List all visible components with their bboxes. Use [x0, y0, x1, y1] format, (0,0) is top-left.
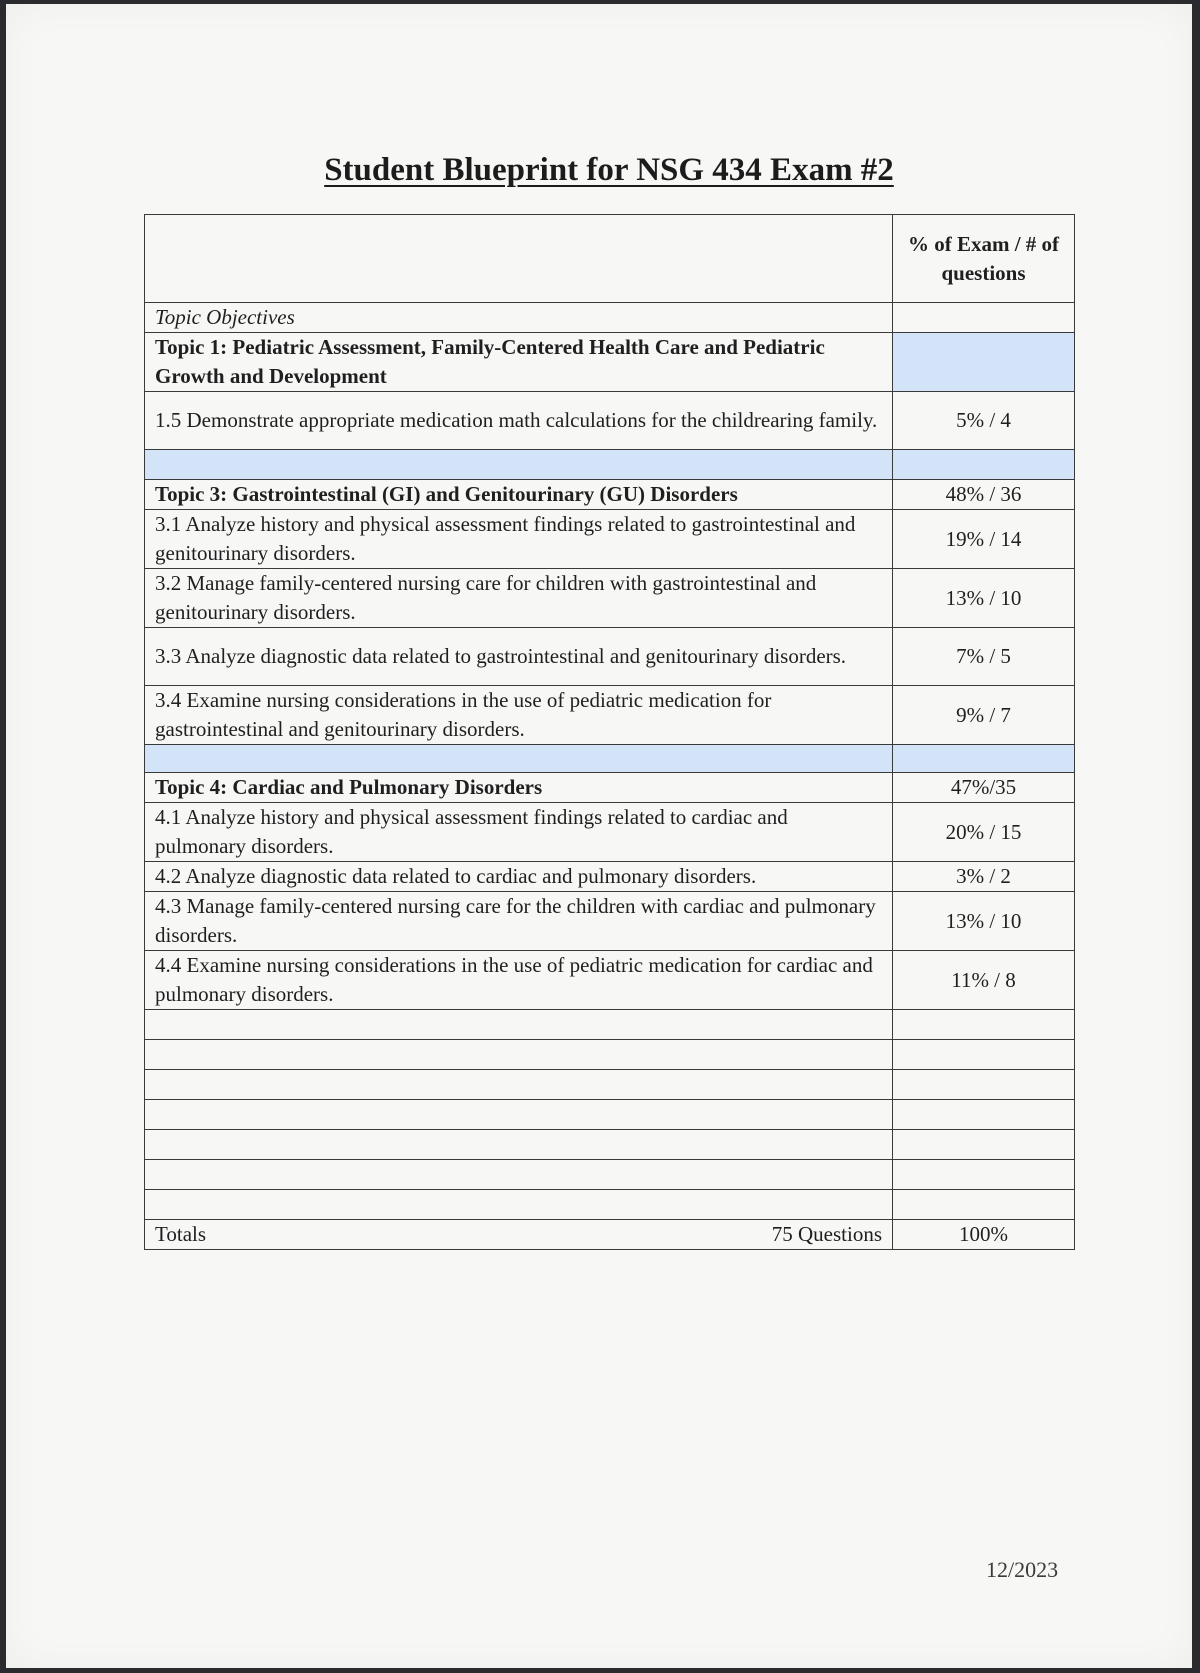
totals-questions: 75 Questions	[771, 1222, 882, 1246]
topic4-heading-row	[145, 773, 1075, 803]
empty-cell	[893, 1130, 1075, 1160]
totals-cell	[145, 1220, 893, 1250]
page-title: Student Blueprint for NSG 434 Exam #2	[324, 152, 894, 188]
objective-percent: 9% / 7	[893, 686, 1075, 745]
table-row	[145, 510, 1075, 569]
table-header-row	[145, 215, 1075, 303]
table-row	[145, 862, 1075, 892]
empty-table-row	[145, 1070, 1075, 1100]
table-row	[145, 686, 1075, 745]
footer-date: 12/2023	[986, 1557, 1059, 1582]
empty-cell	[145, 1070, 893, 1100]
empty-cell	[145, 1160, 893, 1190]
topic3-heading: Topic 3: Gastrointestinal (GI) and Genitourinary (GU) Disorders	[145, 480, 893, 510]
table-row	[145, 392, 1075, 450]
empty-cell	[145, 450, 893, 480]
header-percent-label: % of Exam / # of questions	[893, 215, 1075, 303]
topic4-percent: 47%/35	[893, 773, 1075, 803]
table-row	[145, 803, 1075, 862]
objective-percent: 13% / 10	[893, 892, 1075, 951]
objective-text: 1.5 Demonstrate appropriate medication math calculations for the childrearing family.	[145, 392, 893, 450]
empty-table-row	[145, 1040, 1075, 1070]
objective-text: 4.3 Manage family-centered nursing care for the children with cardiac and pulmonary disorders.	[145, 892, 893, 951]
empty-cell	[893, 1010, 1075, 1040]
separator-band-row	[145, 745, 1075, 773]
empty-cell	[893, 1070, 1075, 1100]
empty-cell	[893, 303, 1075, 333]
empty-cell	[893, 450, 1075, 480]
objective-percent: 3% / 2	[893, 862, 1075, 892]
header-blank-cell	[145, 215, 893, 303]
objective-text: 4.4 Examine nursing considerations in the use of pediatric medication for cardiac and pulmonary disorders.	[145, 951, 893, 1010]
separator-band-row	[145, 450, 1075, 480]
section-label-row	[145, 303, 1075, 333]
empty-cell	[893, 1190, 1075, 1220]
topic1-heading: Topic 1: Pediatric Assessment, Family-Centered Health Care and Pediatric Growth and Development	[145, 333, 893, 392]
empty-table-row	[145, 1190, 1075, 1220]
empty-cell	[145, 745, 893, 773]
document-page	[6, 4, 1192, 1668]
objective-percent: 7% / 5	[893, 628, 1075, 686]
blueprint-table	[144, 214, 1075, 1250]
table-row	[145, 628, 1075, 686]
objective-percent: 19% / 14	[893, 510, 1075, 569]
empty-table-row	[145, 1010, 1075, 1040]
empty-cell	[145, 1190, 893, 1220]
totals-percent: 100%	[893, 1220, 1075, 1250]
topic4-heading: Topic 4: Cardiac and Pulmonary Disorders	[145, 773, 893, 803]
objective-text: 3.4 Examine nursing considerations in the use of pediatric medication for gastrointestinal and genitourinary disorders.	[145, 686, 893, 745]
empty-cell	[145, 1100, 893, 1130]
empty-cell	[893, 1040, 1075, 1070]
table-row	[145, 892, 1075, 951]
empty-cell	[893, 1160, 1075, 1190]
empty-cell	[893, 333, 1075, 392]
objective-text: 3.1 Analyze history and physical assessment findings related to gastrointestinal and genitourinary disorders.	[145, 510, 893, 569]
empty-table-row	[145, 1130, 1075, 1160]
empty-table-row	[145, 1160, 1075, 1190]
objective-text: 4.2 Analyze diagnostic data related to cardiac and pulmonary disorders.	[145, 862, 893, 892]
empty-cell	[145, 1040, 893, 1070]
topic3-heading-row	[145, 480, 1075, 510]
empty-cell	[145, 1130, 893, 1160]
objective-percent: 11% / 8	[893, 951, 1075, 1010]
objective-text: 4.1 Analyze history and physical assessment findings related to cardiac and pulmonary disorders.	[145, 803, 893, 862]
objective-text: 3.3 Analyze diagnostic data related to gastrointestinal and genitourinary disorders.	[145, 628, 893, 686]
objective-percent: 5% / 4	[893, 392, 1075, 450]
empty-cell	[893, 745, 1075, 773]
topic3-percent: 48% / 36	[893, 480, 1075, 510]
table-row	[145, 569, 1075, 628]
topic-objectives-label: Topic Objectives	[145, 303, 893, 333]
empty-cell	[145, 1010, 893, 1040]
objective-percent: 20% / 15	[893, 803, 1075, 862]
totals-label: Totals	[155, 1222, 207, 1246]
objective-text: 3.2 Manage family-centered nursing care for children with gastrointestinal and genitourinary disorders.	[145, 569, 893, 628]
topic1-heading-row	[145, 333, 1075, 392]
empty-cell	[893, 1100, 1075, 1130]
objective-percent: 13% / 10	[893, 569, 1075, 628]
totals-row	[145, 1220, 1075, 1250]
table-row	[145, 951, 1075, 1010]
empty-table-row	[145, 1100, 1075, 1130]
